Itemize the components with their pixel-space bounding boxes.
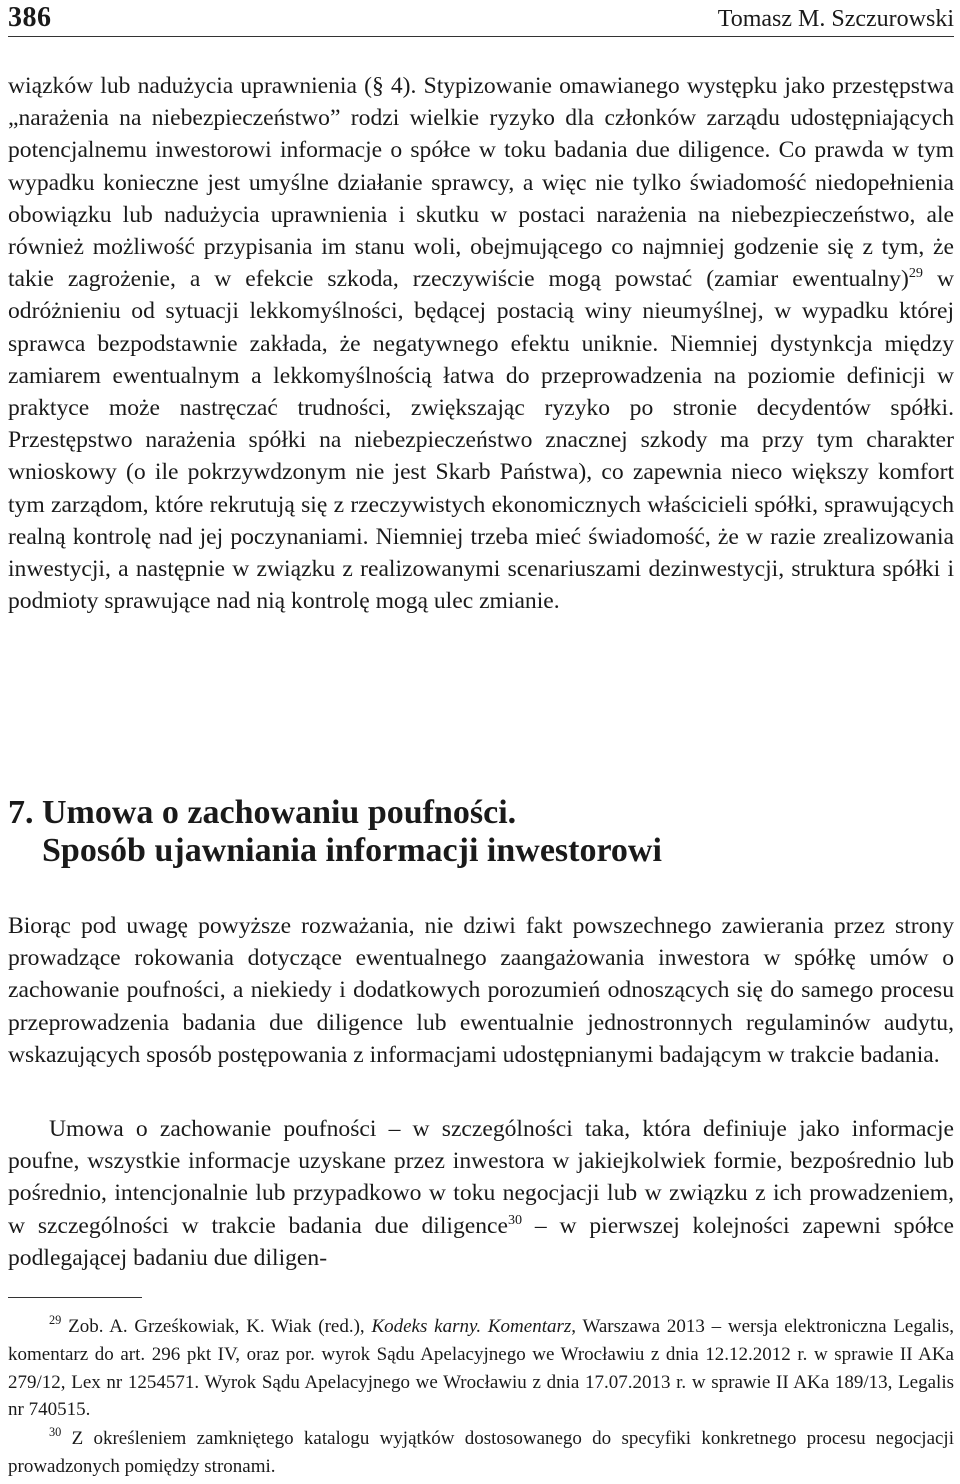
paragraph-text: Biorąc pod uwagę powyższe rozważania, nie dziwi fakt powszechnego zawierania przez strony prowadzące rokowania dotyczące ewentualnego zaangażowania inwestora w spółkę umów o zachowanie poufności, a niekiedy i dodatkowych porozumień odnoszących się do samego procesu przeprowadzenia badania due diligence lub ewentualnie jednostronnych regulaminów audytu, wskazujących sposób postępowania z informacjami udostępnianymi badającym w trakcie badania. — [8, 913, 954, 1068]
body-paragraph-3 — [8, 1113, 954, 1274]
paragraph-text: – w pierwszej kolejności zapewni spółce podlegającej badaniu due diligen- — [8, 1212, 954, 1271]
section-heading-line-2: Sposób ujawniania informacji inwestorowi — [42, 832, 662, 869]
footnote-ref-30[interactable]: 30 — [507, 1211, 523, 1228]
paragraph-text: wiązków lub nadużycia uprawnienia (§ 4). Stypizowanie omawianego występku jako przestępstwa „narażenia na niebezpieczeństwo” rodzi wielkie ryzyko dla członków zarządu udostępniających potencjalnemu inwestorowi informacje o spółce w toku badania due diligence. Co prawda w tym wypadku konieczne jest umyślne działanie sprawcy, a więc nie tylko świadomość niedopełnienia obowiązku lub nadużycia uprawnienia i skutku w postaci narażenia na niebezpieczeństwo, ale również możliwość przypisania im stanu woli, obejmującego co najmniej godzenie się z tym, że takie zagrożenie, a w efekcie szkoda, rzeczywiście mogą powstać (zamiar ewentualny) — [8, 73, 954, 293]
footnote-text: Zob. A. Grześkowiak, K. Wiak (red.), — [61, 1316, 372, 1337]
footnote-29 — [8, 1313, 954, 1424]
footnote-divider — [8, 1297, 142, 1298]
running-header — [8, 4, 954, 37]
section-heading-line-1: 7. Umowa o zachowaniu poufności. — [8, 794, 517, 831]
paragraph-text: w odróżnieniu od sytuacji lekkomyślności, będącej postacią winy nieumyślnej, w wypadku której sprawca bezpodstawnie zakłada, że negatywnego efektu uniknie. Niemniej dystynkcja między zamiarem ewentualnym a lekkomyślnością łatwa do przeprowadzenia na poziomie definicji w praktyce może nastręczać trudności, zwiększając ryzyko po stronie decydentów spółki. Przestępstwo narażenia spółki na niebezpieczeństwo znacznej szkody ma przy tym charakter wnioskowy (o ile pokrzywdzonym nie jest Skarb Państwa), co zapewnia nieco większy komfort tym zarządom, które rekrutują się z rzeczywistych ekonomicznych właścicieli spółki, sprawujących realną kontrolę nad jej poczynaniami. Niemniej trzeba mieć świadomość, że w razie zrealizowania inwestycji, a następnie w związku z realizowanymi scenariuszami dezinwestycji, struktura spółki i podmioty sprawujące nad nią kontrolę mogą ulec zmianie. — [8, 266, 954, 615]
section-heading — [8, 794, 954, 870]
footnote-text: Z określeniem zamkniętego katalogu wyjątków dostosowanego do specyfiki konkretnego procesu negocjacji prowadzonych pomiędzy stronami. — [8, 1428, 954, 1477]
footnote-30 — [8, 1425, 954, 1481]
paragraph-text: Umowa o zachowanie poufności – w szczególności taka, która definiuje jako informacje poufne, wszystkie informacje uzyskane przez inwestora w jakiejkolwiek formie, bezpośrednio lub pośrednio, intencjonalnie lub przypadkowo w toku negocjacji lub w związku z ich prowadzeniem, w szczególności w trakcie badania due diligence — [8, 1116, 954, 1239]
footnote-number: 29 — [49, 1312, 62, 1327]
footnote-text: , Warszawa 2013 – wersja elektroniczna Legalis, komentarz do art. 296 pkt IV, oraz por. wyrok Sądu Apelacyjnego we Wrocławiu z dnia 12.12.2012 r. w sprawie II AKa 279/12, Lex nr 1254571. Wyrok Sądu Apelacyjnego we Wrocławiu z dnia 17.07.2013 r. w sprawie II AKa 189/13, Legalis nr 740515. — [8, 1316, 954, 1421]
running-head-author: Tomasz M. Szczurowski — [717, 6, 954, 32]
footnote-italic-title: Kodeks karny. Komentarz — [371, 1316, 572, 1337]
body-paragraph-2 — [8, 910, 954, 1071]
body-paragraph-1 — [8, 70, 954, 617]
footnote-number: 30 — [49, 1424, 62, 1439]
page-number: 386 — [8, 2, 52, 33]
footnote-ref-29[interactable]: 29 — [908, 265, 923, 282]
